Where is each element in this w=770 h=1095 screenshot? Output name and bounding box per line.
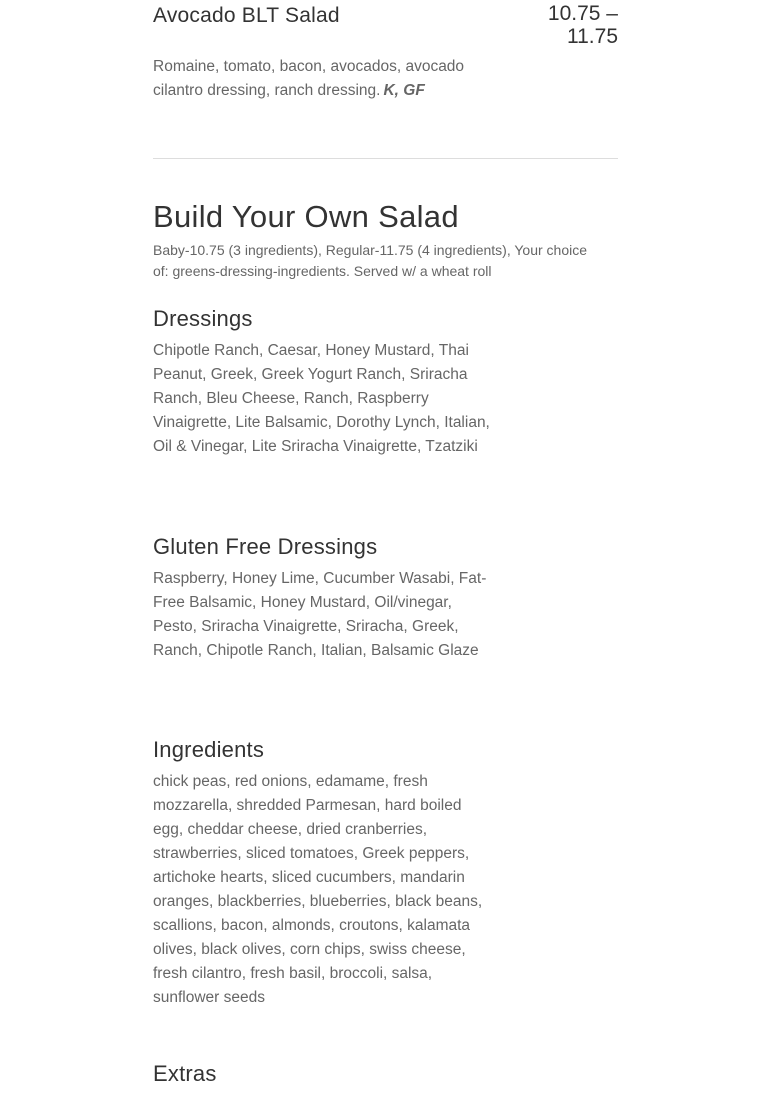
section-title: Build Your Own Salad bbox=[153, 199, 459, 234]
group-gluten-free-dressings bbox=[153, 534, 493, 663]
group-text: Raspberry, Honey Lime, Cucumber Wasabi, Fat-Free Balsamic, Honey Mustard, Oil/vinegar, Pesto, Sriracha Vinaigrette, Sriracha, Greek, Ranch, Chipotle Ranch, Italian, Balsamic Glaze bbox=[153, 570, 487, 659]
group-ingredients bbox=[153, 737, 493, 1010]
group-title: Gluten Free Dressings bbox=[153, 534, 378, 559]
item-dietary-tags: K, GF bbox=[383, 82, 425, 99]
section-divider bbox=[153, 158, 618, 159]
item-name: Avocado BLT Salad bbox=[153, 4, 340, 27]
section-description: Baby-10.75 (3 ingredients), Regular-11.75 (4 ingredients), Your choice of: greens-dressing-ingredients. Served w/ a wheat roll bbox=[153, 242, 587, 279]
menu-page bbox=[153, 0, 618, 1086]
item-description bbox=[153, 55, 483, 103]
group-dressings bbox=[153, 306, 493, 459]
group-title: Ingredients bbox=[153, 737, 265, 762]
group-extras bbox=[153, 1061, 493, 1094]
item-price: 10.75 – 11.75 bbox=[547, 2, 618, 48]
item-description-text: Romaine, tomato, bacon, avocados, avocado cilantro dressing, ranch dressing. bbox=[153, 58, 465, 99]
group-text: chick peas, red onions, edamame, fresh mozzarella, shredded Parmesan, hard boiled egg, cheddar cheese, dried cranberries, strawberries, sliced tomatoes, Greek peppers, artichoke hearts, sliced cucumbers, mandarin oranges, blackberries, blueberries, black beans, scallions, bacon, almonds, croutons, kalamata olives, black olives, corn chips, swiss cheese, fresh cilantro, fresh basil, broccoli, salsa, sunflower seeds bbox=[153, 773, 483, 1006]
group-title: Extras bbox=[153, 1061, 217, 1086]
menu-item bbox=[153, 0, 618, 52]
group-text: Chipotle Ranch, Caesar, Honey Mustard, Thai Peanut, Greek, Greek Yogurt Ranch, Sriracha Ranch, Bleu Cheese, Ranch, Raspberry Vinaigrette, Lite Balsamic, Dorothy Lynch, Italian, Oil & Vinegar, Lite Sriracha Vinaigrette, Tzatziki bbox=[153, 342, 490, 455]
group-title: Dressings bbox=[153, 306, 253, 331]
